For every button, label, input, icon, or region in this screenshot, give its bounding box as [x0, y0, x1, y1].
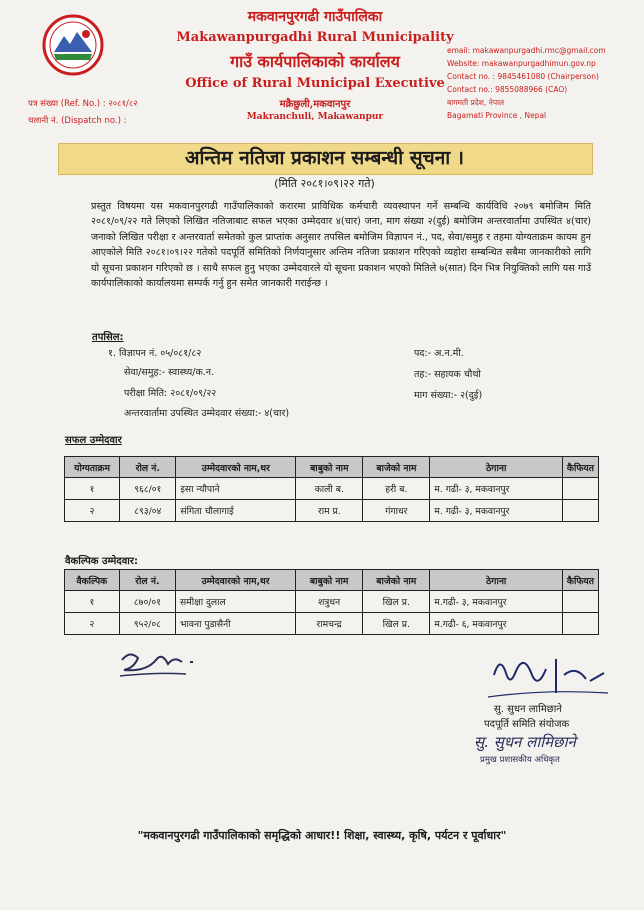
cell-remarks [562, 613, 598, 635]
successful-label: सफल उम्मेदवार [65, 435, 122, 446]
header-name: उम्मेदवारको नाम,थर [176, 570, 296, 591]
table-row [65, 613, 599, 635]
footer-slogan: "मकवानपुरगढी गाउँपालिकाको समृद्धिको आधार!! शिक्षा, स्वास्थ्य, कृषि, पर्यटन र पूर्वाधार" [137, 829, 507, 842]
header-address: ठेगाना [430, 570, 563, 591]
header-rank: योग्यताक्रम [65, 457, 120, 478]
address-en: Makranchuli, Makawanpur [246, 112, 384, 122]
service-group: सेवा/समुह:- स्वास्थ्य/क.न. [124, 367, 215, 378]
municipality-name-en: Makawanpurgadhi Rural Municipality [176, 30, 454, 45]
cell-alternate: २ [65, 613, 120, 635]
cell-grandfather: खिल प्र. [363, 591, 430, 613]
contact-cao: Contact no.: 9855088966 (CAO) [447, 85, 568, 94]
cell-rank: १ [65, 478, 120, 500]
municipality-logo-icon [42, 14, 104, 76]
address-np: मक्रैछुली,मकवानपुर [279, 99, 351, 110]
cell-roll: ९५२/०८ [119, 613, 175, 635]
exam-date: परीक्षा मिति: २०८१/०९/२२ [124, 388, 217, 399]
cell-grandfather: गंगाधर [363, 500, 430, 522]
header-father: बाबुको नाम [296, 457, 363, 478]
cell-remarks [562, 591, 598, 613]
table-row [65, 591, 599, 613]
cell-name: समीक्षा दुलाल [176, 591, 296, 613]
office-name-en: Office of Rural Municipal Executive [185, 76, 445, 91]
stamp-name: सु. सुधन लामिछाने [474, 733, 576, 751]
cell-address: म.गढी- ३, मकवानपुर [430, 591, 563, 613]
cell-name: संगिता चौलागाई [176, 500, 296, 522]
cell-remarks [562, 478, 598, 500]
signatory-name: सु. सुधन लामिछाने [494, 704, 562, 715]
municipality-name-np: मकवानपुरगढी गाउँपालिका [247, 9, 383, 25]
header-address: ठेगाना [430, 457, 563, 478]
dispatch-number: चलानी नं. (Dispatch no.) : [28, 116, 127, 126]
header-remarks: कैफियत [562, 570, 598, 591]
demand-count: माग संख्या:- २(दुई) [414, 390, 483, 401]
handwritten-initial-icon [116, 642, 216, 682]
notice-title: अन्तिम नतिजा प्रकाशन सम्बन्धी सूचना । [185, 147, 464, 169]
header-grandfather: बाजेको नाम [363, 457, 430, 478]
ref-number: पत्र संख्या (Ref. No.) : २०८१/८२ [28, 99, 138, 109]
cell-grandfather: हरी ब. [363, 478, 430, 500]
interview-count: अन्तरवार्तामा उपस्थित उम्मेदवार संख्या:- ४(चार) [124, 408, 290, 419]
cell-address: म.गढी- ६, मकवानपुर [430, 613, 563, 635]
province-np: बागमती प्रदेश, नेपाल [447, 98, 505, 107]
contact-block [447, 44, 606, 122]
cell-alternate: १ [65, 591, 120, 613]
contact-chairperson: Contact no. : 9845461080 (Chairperson) [447, 72, 599, 81]
cell-roll: ८७०/०१ [119, 591, 175, 613]
cell-father: काली ब. [296, 478, 363, 500]
cell-grandfather: खिल प्र. [363, 613, 430, 635]
successful-table [64, 456, 599, 522]
header-roll: रोल नं. [119, 570, 175, 591]
cell-rank: २ [65, 500, 120, 522]
header-grandfather: बाजेको नाम [363, 570, 430, 591]
cell-address: म. गढी- ३, मकवानपुर [430, 478, 563, 500]
cell-remarks [562, 500, 598, 522]
cell-name: भावना पुडासैनी [176, 613, 296, 635]
cell-father: रामचन्द्र [295, 613, 362, 635]
details-label: तपसिल: [92, 332, 124, 343]
signatory-role: पदपूर्ति समिति संयोजक [484, 719, 570, 730]
table-row [65, 478, 599, 500]
cell-address: म. गढी- ३, मकवानपुर [430, 500, 563, 522]
cell-name: इसा न्यौपाने [176, 478, 296, 500]
header-father: बाबुको नाम [295, 570, 362, 591]
cell-roll: ८९३/०४ [120, 500, 176, 522]
header-remarks: कैफियत [562, 457, 598, 478]
notice-date: (मिति २०८१।०९।२२ गते) [274, 177, 375, 190]
notice-body: प्रस्तुत विषयमा यस मकवानपुरगढी गाउँपालिकाको करारमा प्राविधिक कर्मचारी व्यवस्थापन गर्ने सम्बन्धि कार्यविधि २०७९ बमोजिम मिति २०८१/०९/२२ गते लिएको लिखित नतिजाबाट सफल भएका उम्मेदवार ४(चार) जना, माग संख्या २(दुई) बमोजिम अन्तरवार्तामा उपस्थित ४(चार) जनाको लिखित परीक्षा र अन्तरवार्ता समेतको कुल प्राप्तांक अनुसार तपसिल बमोजिम विज्ञापन नं., पद, सेवा/समुह र तहमा योग्यताक्रम कायम हुन आएकोले मिति २०८१।०९।२२ गतेको पदपूर्ति समितिको निर्णयानुसार अन्तिम नतिजा प्रकाशन गरिएको व्यहोरा सम्बन्धित सबैमा जानकारीको लागि यो सूचना प्रकाशन गरिएको छ । साथै सफल हुनु भएका उम्मेदवारले यो सूचना प्रकाशन भएको मितिले ७(सात) दिन भित्र नियुक्तिको लागि यस गाउँ कार्यपालिकाको कार्यालयमा सम्पर्क गर्नु हुन समेत जानकारी गराईन्छ । [91, 201, 591, 290]
header-alternate: वैकल्पिक [65, 570, 120, 591]
level: तह:- सहायक चौथो [414, 369, 481, 380]
office-name-np: गाउँ कार्यपालिकाको कार्यालय [230, 52, 400, 71]
alternate-label: वैकल्पिक उम्मेदवार: [65, 556, 138, 567]
signature-icon [486, 645, 610, 703]
header-roll: रोल नं. [120, 457, 176, 478]
email-text: email: makawanpurgadhi.rmc@gmail.com [447, 46, 606, 55]
cell-roll: ९६८/०१ [120, 478, 176, 500]
province-en: Bagamati Province , Nepal [447, 111, 547, 120]
table-header-row [65, 570, 599, 591]
table-header-row [65, 457, 599, 478]
ad-number: १. विज्ञापन नं. ०५/०८१/८२ [108, 348, 202, 359]
website-text: Website: makawanpurgadhimun.gov.np [447, 59, 596, 68]
header-name: उम्मेदवारको नाम,थर [176, 457, 296, 478]
stamp-role: प्रमुख प्रशासकीय अधिकृत [480, 755, 560, 765]
post-name: पद:- अ.न.मी. [414, 348, 464, 359]
table-row [65, 500, 599, 522]
cell-father: राम प्र. [296, 500, 363, 522]
alternate-table [64, 569, 599, 635]
cell-father: शत्रुधन [295, 591, 362, 613]
